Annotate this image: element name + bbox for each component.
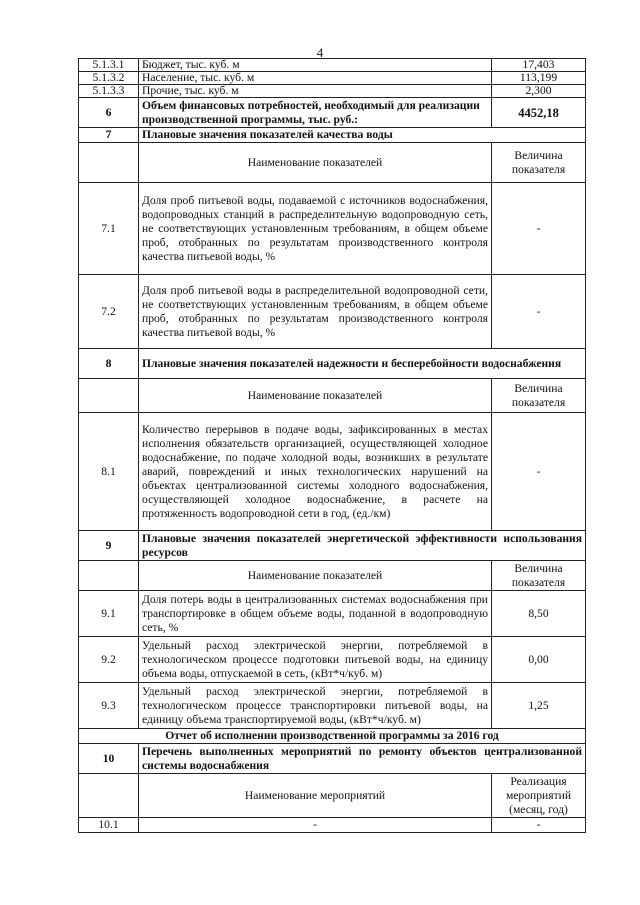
- row-text: Доля проб питьевой воды, подаваемой с источников водоснабжения, водопроводных станций в распределительную водопроводную сеть, не соответствующих установленным требованиям, в общем объеме проб, отобранных по результатам производственного контроля качества питьевой воды, %: [139, 183, 492, 275]
- table-row: [79, 85, 586, 98]
- section-title: Плановые значения показателей надежности и бесперебойности водоснабжения: [139, 349, 586, 379]
- section-8-row: [79, 349, 586, 379]
- row-text: Доля проб питьевой воды в распределительной водопроводной сети, не соответствующих установленным требованиям, в общем объеме проб, отобранных по результатам производственного контроля качества питьевой воды, %: [139, 275, 492, 349]
- header-value: Величина показателя: [492, 143, 586, 183]
- row-number: 10.1: [79, 818, 139, 833]
- row-name: -: [139, 818, 492, 833]
- section-number: 7: [79, 128, 139, 143]
- table-row: [79, 72, 586, 85]
- header-row: [79, 561, 586, 591]
- row-value: -: [492, 183, 586, 275]
- empty-cell: [79, 774, 139, 818]
- table-row: [79, 413, 586, 531]
- section-title: Плановые значения показателей качества воды: [139, 128, 586, 143]
- row-number: 7.2: [79, 275, 139, 349]
- section-6-row: [79, 98, 586, 128]
- section-title: Перечень выполненных мероприятий по ремонту объектов централизованной системы водоснабжения: [139, 744, 586, 774]
- program-table: [78, 58, 586, 833]
- section-label: Объем финансовых потребностей, необходимый для реализации производственной программы, тыс. руб.:: [139, 98, 492, 128]
- row-number: 7.1: [79, 183, 139, 275]
- section-title: Плановые значения показателей энергетической эффективности использования ресурсов: [139, 531, 586, 561]
- table-row: [79, 591, 586, 637]
- header-name: Наименование показателей: [139, 561, 492, 591]
- row-number: 5.1.3.2: [79, 72, 139, 85]
- row-number: 5.1.3.1: [79, 59, 139, 72]
- row-text: Доля потерь воды в централизованных системах водоснабжения при транспортировке в общем объеме воды, поданной в водопроводную сеть, %: [139, 591, 492, 637]
- row-value: 2,300: [492, 85, 586, 98]
- section-number: 9: [79, 531, 139, 561]
- row-label: Прочие, тыс. куб. м: [139, 85, 492, 98]
- row-value: 1,25: [492, 683, 586, 729]
- section-number: 10: [79, 744, 139, 774]
- row-value: -: [492, 818, 586, 833]
- row-text: Удельный расход электрической энергии, потребляемой в технологическом процессе подготовки питьевой воды, на единицу объема воды, отпускаемой в сеть, (кВт*ч/куб. м): [139, 637, 492, 683]
- report-title: Отчет об исполнении производственной программы за 2016 год: [79, 729, 586, 744]
- header-measures: Наименование мероприятий: [139, 774, 492, 818]
- table-row: [79, 275, 586, 349]
- table-row: [79, 183, 586, 275]
- row-value: 113,199: [492, 72, 586, 85]
- header-value: Величина показателя: [492, 561, 586, 591]
- table-row: [79, 637, 586, 683]
- row-value: 0,00: [492, 637, 586, 683]
- section-10-row: [79, 744, 586, 774]
- row-number: 8.1: [79, 413, 139, 531]
- row-value: -: [492, 275, 586, 349]
- section-value: 4452,18: [492, 98, 586, 128]
- row-value: 8,50: [492, 591, 586, 637]
- row-number: 9.2: [79, 637, 139, 683]
- header-name: Наименование показателей: [139, 143, 492, 183]
- row-value: 17,403: [492, 59, 586, 72]
- table-row: [79, 59, 586, 72]
- row-number: 5.1.3.3: [79, 85, 139, 98]
- header-row: [79, 143, 586, 183]
- header-value: Величина показателя: [492, 379, 586, 413]
- row-number: 9.1: [79, 591, 139, 637]
- section-9-row: [79, 531, 586, 561]
- empty-cell: [79, 379, 139, 413]
- row-label: Бюджет, тыс. куб. м: [139, 59, 492, 72]
- section-7-row: [79, 128, 586, 143]
- header-name: Наименование показателей: [139, 379, 492, 413]
- empty-cell: [79, 143, 139, 183]
- row-text: Удельный расход электрической энергии, потребляемой в технологическом процессе транспортировки питьевой воды, на единицу объема транспортируемой воды, (кВт*ч/куб. м): [139, 683, 492, 729]
- header-realization: Реализация мероприятий (месяц, год): [492, 774, 586, 818]
- row-value: -: [492, 413, 586, 531]
- page-number: 4: [316, 45, 324, 60]
- report-title-row: [79, 729, 586, 744]
- row-label: Население, тыс. куб. м: [139, 72, 492, 85]
- section-number: 8: [79, 349, 139, 379]
- header-row: [79, 774, 586, 818]
- empty-cell: [79, 561, 139, 591]
- header-row: [79, 379, 586, 413]
- table-row: [79, 818, 586, 833]
- row-text: Количество перерывов в подаче воды, зафиксированных в местах исполнения обязательств организацией, осуществляющей холодное водоснабжение, по подаче холодной воды, возникших в результате аварий, повреждений и иных технологических нарушений на объектах централизованной системы холодного водоснабжения, осуществляющей холодное водоснабжение, в расчете на протяженность водопроводной сети в год, (ед./км): [139, 413, 492, 531]
- row-number: 9.3: [79, 683, 139, 729]
- table-row: [79, 683, 586, 729]
- section-number: 6: [79, 98, 139, 128]
